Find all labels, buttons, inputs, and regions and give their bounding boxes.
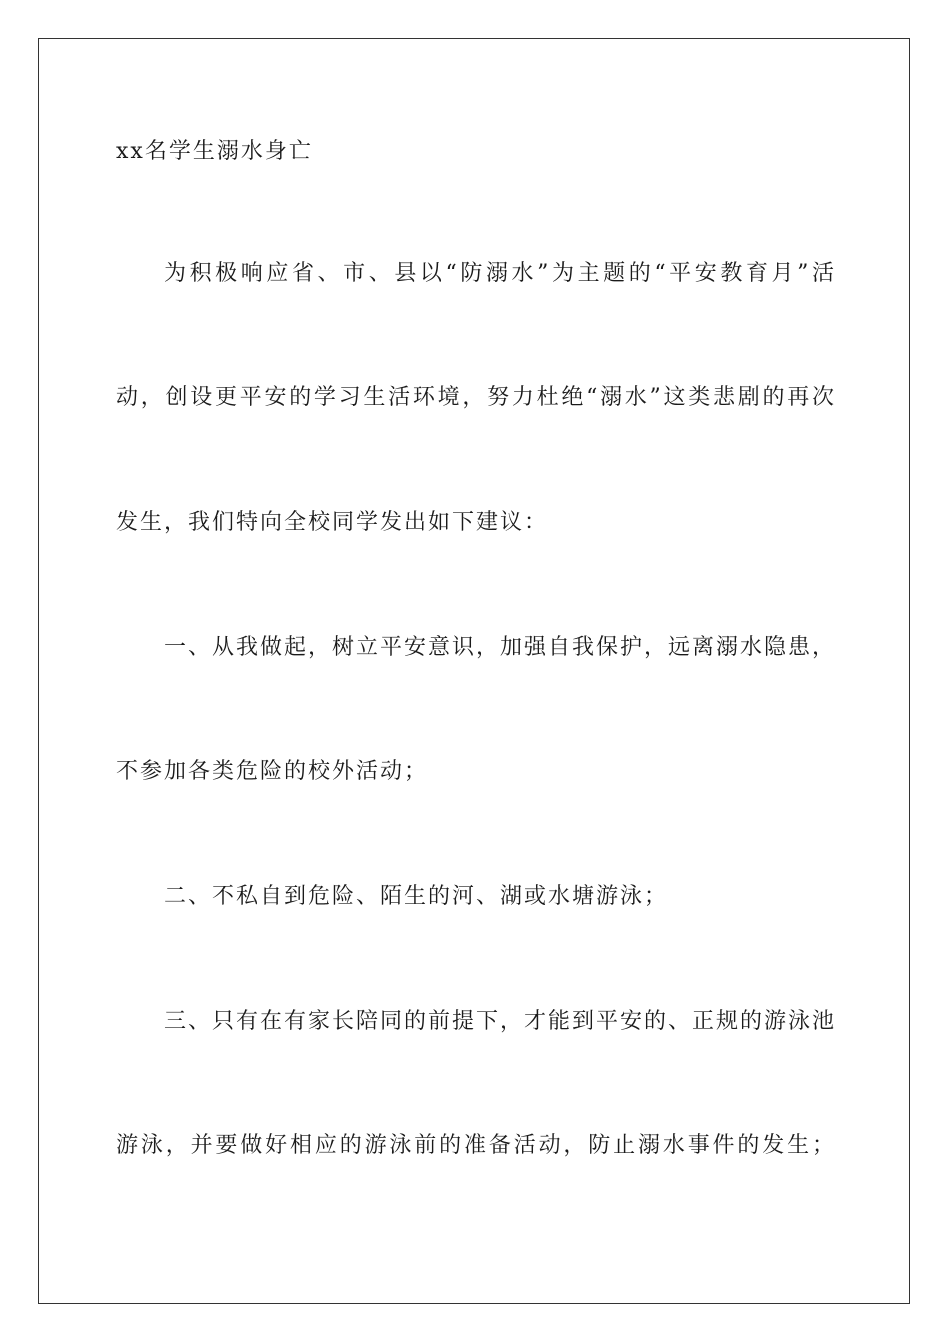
- paragraph-line: 为积极响应省、市、县以“防溺水”为主题的“平安教育月”活: [164, 261, 836, 286]
- list-item-line: 一、从我做起，树立平安意识，加强自我保护，远离溺水隐患，: [164, 635, 837, 660]
- paragraph-line: 动，创设更平安的学习生活环境，努力杜绝“溺水”这类悲剧的再次: [116, 385, 836, 410]
- page-border: [38, 38, 910, 1304]
- list-item-line: 不参加各类危险的校外活动；: [116, 759, 429, 784]
- list-item-line: 三、只有在有家长陪同的前提下，才能到平安的、正规的游泳池: [164, 1009, 837, 1034]
- document-title: xx名学生溺水身亡: [116, 139, 313, 164]
- list-item-line: 游泳，并要做好相应的游泳前的准备活动，防止溺水事件的发生；: [116, 1133, 836, 1158]
- paragraph-line: 发生，我们特向全校同学发出如下建议：: [116, 510, 549, 535]
- list-item-line: 二、不私自到危险、陌生的河、湖或水塘游泳；: [164, 884, 669, 909]
